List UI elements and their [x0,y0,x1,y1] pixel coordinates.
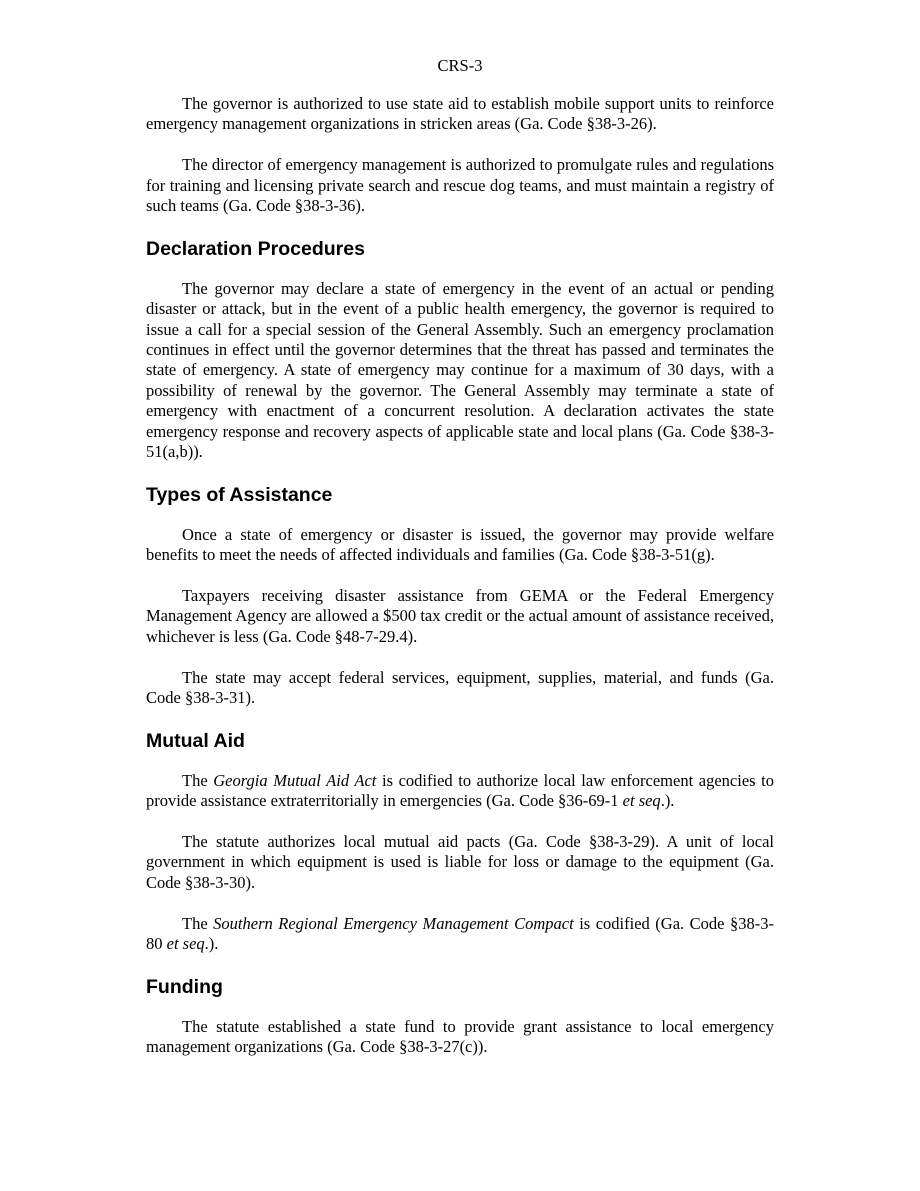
et-seq: et seq [622,791,661,811]
act-title: Georgia Mutual Aid Act [213,770,377,790]
paragraph-mutual-aid-pacts: The statute authorizes local mutual aid pacts (Ga. Code §38-3-29). A unit of local government in which equipment is used is liable for loss or damage to the equipment (Ga. Code §38-3-30). [146,832,774,892]
text-fragment: .). [660,791,675,811]
heading-mutual-aid: Mutual Aid [146,729,245,752]
text-fragment: The [182,770,214,790]
text-fragment: .). [204,934,219,954]
page-number: CRS-3 [437,56,483,75]
heading-funding: Funding [146,975,223,998]
paragraph-compact [146,914,774,955]
paragraph-mutual-aid-act [146,771,774,812]
text-fragment: The [182,913,214,933]
paragraph-search-rescue: The director of emergency management is authorized to promulgate rules and regulations for training and licensing private search and rescue dog teams, and must maintain a registry of such teams (Ga. Code §38-3-36). [146,155,774,216]
paragraph-federal-funds: The state may accept federal services, equipment, supplies, material, and funds (Ga. Code §38-3-31). [146,667,774,708]
compact-title: Southern Regional Emergency Management Compact [213,913,574,933]
heading-declaration-procedures: Declaration Procedures [146,237,365,260]
paragraph-declaration: The governor may declare a state of emergency in the event of an actual or pending disaster or attack, but in the event of a public health emergency, the governor is required to issue a call for a special session of the General Assembly. Such an emergency proclamation continues in effect until the governor determines that the threat has passed and terminates the state of emergency. A state of emergency may continue for a maximum of 30 days, with a possibility of renewal by the governor. The General Assembly may terminate a state of emergency with enactment of a concurrent resolution. A declaration activates the state emergency response and recovery aspects of applicable state and local plans (Ga. Code §38-3-51(a,b)). [146,278,774,462]
paragraph-welfare-benefits: Once a state of emergency or disaster is issued, the governor may provide welfare benefits to meet the needs of affected individuals and families (Ga. Code §38-3-51(g). [146,524,774,565]
et-seq: et seq [166,934,205,954]
paragraph-state-fund: The statute established a state fund to provide grant assistance to local emergency management organizations (Ga. Code §38-3-27(c)). [146,1016,774,1057]
paragraph-mobile-support: The governor is authorized to use state aid to establish mobile support units to reinforce emergency management organizations in stricken areas (Ga. Code §38-3-26). [146,94,774,134]
document-page [146,56,774,1078]
heading-types-of-assistance: Types of Assistance [146,483,333,506]
text-fragment: is codified to authorize local law enforcement agencies to provide assistance extraterritorially in emergencies (Ga. Code §36-69-1 [146,770,774,811]
paragraph-tax-credit: Taxpayers receiving disaster assistance from GEMA or the Federal Emergency Management Agency are allowed a $500 tax credit or the actual amount of assistance received, whichever is less (Ga. Code §48-7-29.4). [146,586,774,646]
text-fragment: is codified (Ga. Code §38-3-80 [146,913,775,954]
